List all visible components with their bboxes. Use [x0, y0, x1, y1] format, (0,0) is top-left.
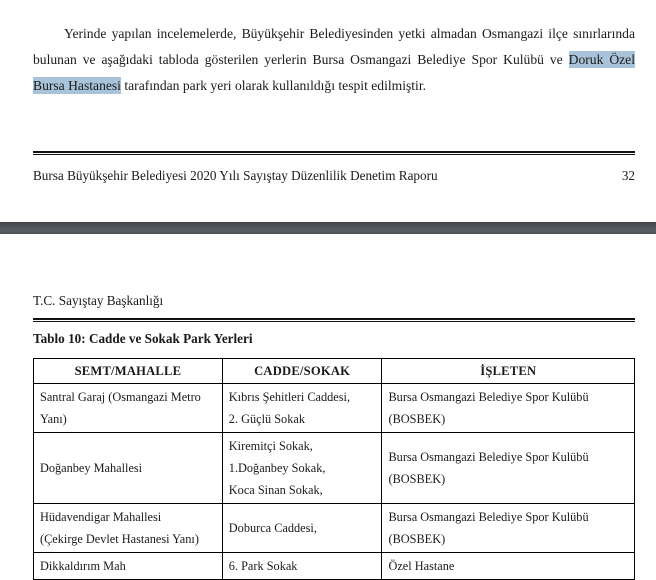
cell-line: 2. Güçlü Sokak — [228, 412, 305, 426]
paragraph-text-after-highlight: tarafından park yeri olarak kullanıldığı tespit edilmiştir. — [120, 78, 426, 94]
cell-line-group — [229, 386, 376, 430]
cell-line: Özel Hastane — [388, 559, 455, 573]
cell-isleten — [382, 384, 635, 433]
column-header-cadde-sokak: CADDE/SOKAK — [222, 359, 382, 384]
cell-line-group — [40, 555, 216, 577]
footer-rule-thin-line — [33, 154, 635, 155]
cell-semt-mahalle — [34, 504, 223, 553]
document-page-1 — [0, 0, 656, 222]
header-rule-thin-line — [33, 321, 635, 322]
cell-cadde-sokak — [222, 504, 382, 553]
park-locations-table — [33, 358, 635, 580]
cell-cadde-sokak — [222, 384, 382, 433]
cell-line: (BOSBEK) — [388, 532, 446, 546]
table-row — [34, 384, 635, 433]
cell-line: (BOSBEK) — [388, 472, 446, 486]
header-divider-rule — [33, 318, 635, 322]
cell-cadde-sokak — [222, 433, 382, 504]
cell-line: Bursa Osmangazi Belediye Spor Kulübü — [388, 510, 589, 524]
cell-line: Doburca Caddesi, — [228, 521, 317, 535]
cell-semt-mahalle — [34, 433, 223, 504]
cell-line-group — [40, 506, 216, 550]
document-page-2 — [0, 234, 656, 576]
cell-line: Kiremitçi Sokak, — [228, 439, 313, 453]
cell-semt-mahalle — [34, 384, 223, 433]
cell-semt-mahalle — [34, 553, 223, 580]
cell-line-group — [388, 555, 628, 577]
cell-line-group — [229, 555, 376, 577]
cell-line: Bursa Osmangazi Belediye Spor Kulübü — [388, 450, 589, 464]
table-row — [34, 553, 635, 580]
cell-isleten — [382, 504, 635, 553]
cell-isleten — [382, 553, 635, 580]
paragraph-text-before-highlight: Yerinde yapılan incelemelerde, Büyükşehir Belediyesinden yetki almadan Osmangazi ilçe sınırlarında bulunan ve aşağıdaki tabloda gösterilen yerlerin Bursa Osmangazi Belediye Spor Kulübü ve — [33, 25, 635, 67]
highlighted-text: Doruk Özel Bursa Hastanesi — [33, 52, 635, 94]
cell-line: (BOSBEK) — [388, 412, 446, 426]
cell-line: Yanı) — [40, 412, 67, 426]
table-header-row — [34, 359, 635, 384]
cell-line: Koca Sinan Sokak, — [228, 483, 323, 497]
cell-line: (Çekirge Devlet Hastanesi Yanı) — [40, 532, 199, 546]
cell-line-group — [229, 517, 376, 539]
body-paragraph — [33, 21, 635, 100]
cell-line-group — [40, 457, 216, 479]
table-caption: Tablo 10: Cadde ve Sokak Park Yerleri — [33, 331, 253, 346]
column-header-isleten: İŞLETEN — [382, 359, 635, 384]
cell-line-group — [388, 506, 628, 550]
cell-line-group — [40, 386, 216, 430]
cell-line: 1.Doğanbey Sokak, — [228, 461, 326, 475]
table-row — [34, 504, 635, 553]
footer-report-title: Bursa Büyükşehir Belediyesi 2020 Yılı Sayıştay Düzenlilik Denetim Raporu — [33, 168, 438, 183]
cell-line: Kıbrıs Şehitleri Caddesi, — [228, 390, 351, 404]
cell-line-group — [388, 386, 628, 430]
page-break-separator — [0, 222, 656, 234]
table-header — [34, 359, 635, 384]
cell-cadde-sokak — [222, 553, 382, 580]
footer-page-number: 32 — [621, 168, 635, 183]
cell-line-group — [388, 446, 628, 490]
cell-line: Doğanbey Mahallesi — [40, 461, 143, 475]
cell-line: Hüdavendigar Mahallesi — [40, 510, 162, 524]
cell-line: 6. Park Sokak — [228, 559, 298, 573]
column-header-semt-mahalle: SEMT/MAHALLE — [34, 359, 223, 384]
table-body — [34, 384, 635, 580]
page-header-institution: T.C. Sayıştay Başkanlığı — [33, 293, 164, 308]
cell-line: Dikkaldırım Mah — [40, 559, 126, 573]
cell-line-group — [229, 435, 376, 501]
cell-isleten — [382, 433, 635, 504]
footer-divider-rule — [33, 151, 635, 155]
table-row — [34, 433, 635, 504]
cell-line: Bursa Osmangazi Belediye Spor Kulübü — [388, 390, 589, 404]
cell-line: Santral Garaj (Osmangazi Metro — [40, 390, 201, 404]
page-footer — [33, 166, 635, 186]
